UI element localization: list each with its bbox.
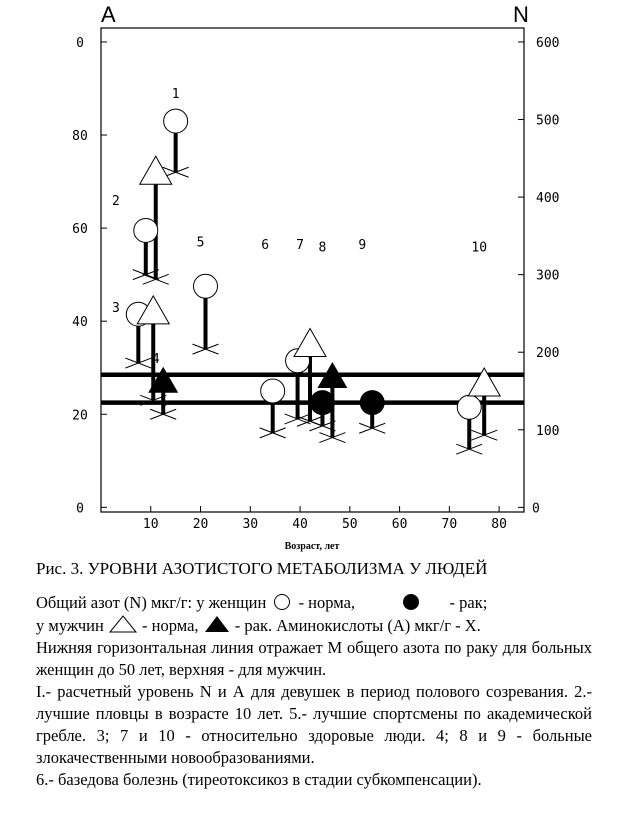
open-triangle-marker	[468, 368, 500, 396]
open-circle-icon	[270, 593, 294, 611]
left-tick-label: 20	[72, 408, 88, 424]
legend-line-men	[36, 614, 592, 637]
left-axis-letter: A	[101, 2, 116, 27]
group-label-3: 3	[112, 300, 120, 316]
plot-frame	[101, 28, 524, 512]
legend-women-cancer: - рак;	[449, 593, 488, 612]
right-tick-label: 400	[536, 191, 560, 207]
open-triangle-marker	[294, 328, 326, 356]
open-circle-marker	[261, 379, 285, 403]
right-axis-letter: N	[513, 2, 529, 27]
x-tick-label: 50	[341, 517, 358, 532]
x-tick-label: 10	[142, 517, 159, 532]
filled-circle-marker	[310, 390, 335, 415]
filled-triangle-icon	[203, 614, 231, 634]
right-tick-label: 200	[536, 346, 560, 362]
right-tick-label: 500	[536, 113, 560, 129]
left-tick-label: 40	[72, 315, 88, 331]
group-label-7: 7	[296, 238, 304, 254]
group-label-9: 9	[358, 238, 367, 254]
caption-legend	[36, 592, 592, 791]
right-tick-label: 100	[536, 423, 560, 439]
legend-line-basedow: 6.- базедова болезнь (тиреотоксикоз в стадии субкомпенсации).	[36, 770, 482, 789]
x-tick-label: 70	[441, 517, 458, 532]
filled-circle-marker	[360, 390, 385, 415]
group-label-5: 5	[196, 235, 205, 251]
figure-caption	[36, 558, 592, 791]
filled-circle-icon	[399, 593, 423, 611]
x-tick-label: 80	[491, 517, 507, 532]
legend-line-groups: I.- расчетный уровень N и А для девушек в период полового созревания. 2.- лучшие пловцы в возрасте 10 лет. 5.- лучшие спортсмены по академической гребле. 3; 7 и 10 - относительно здоровые люди. 4; 8 и 9 - больные злокачественными новообразованиями.	[36, 682, 592, 767]
legend-text-women: Общий азот (N) мкг/г: у женщин	[36, 593, 267, 612]
x-tick-label: 40	[292, 517, 308, 532]
left-tick-label: 0	[76, 35, 84, 51]
group-label-6: 6	[261, 238, 270, 254]
open-triangle-marker	[140, 156, 172, 184]
left-tick-label: 0	[76, 501, 84, 517]
group-label-10: 10	[471, 240, 488, 256]
x-tick-label: 60	[391, 517, 408, 532]
legend-line-women	[36, 592, 592, 614]
right-tick-label: 300	[536, 268, 560, 284]
group-label-1: 1	[171, 86, 180, 102]
legend-women-norm: - норма,	[298, 593, 356, 612]
right-tick-label: 600	[536, 35, 560, 51]
group-label-4: 4	[151, 352, 160, 368]
x-tick-label: 20	[192, 517, 209, 532]
open-circle-marker	[134, 218, 158, 242]
group-label-2: 2	[112, 193, 120, 209]
open-circle-marker	[457, 395, 481, 419]
left-axis-ticks	[72, 36, 107, 516]
group-label-8: 8	[318, 240, 327, 256]
legend-line-horizontal: Нижняя горизонтальная линия отражает М общего азота по раку для больных женщин до 50 лет, верхняя - для мужчин.	[36, 638, 592, 679]
caption-title: Рис. 3. УРОВНИ АЗОТИСТОГО МЕТАБОЛИЗМА У ЛЮДЕЙ	[36, 559, 488, 578]
open-circle-marker	[194, 274, 218, 298]
legend-men-cancer: - рак. Аминокислоты (А) мкг/г - Х.	[234, 616, 481, 635]
left-tick-label: 60	[72, 222, 88, 238]
x-axis-label: Возраст, лет	[284, 541, 340, 552]
open-circle-marker	[164, 109, 188, 133]
legend-text-men: у мужчин	[36, 616, 104, 635]
open-triangle-icon	[108, 614, 138, 634]
x-axis-ticks	[143, 506, 507, 532]
left-tick-label: 80	[72, 129, 88, 145]
right-tick-label: 0	[532, 501, 540, 517]
x-tick-label: 30	[242, 517, 259, 532]
legend-men-norm: - норма,	[142, 616, 199, 635]
